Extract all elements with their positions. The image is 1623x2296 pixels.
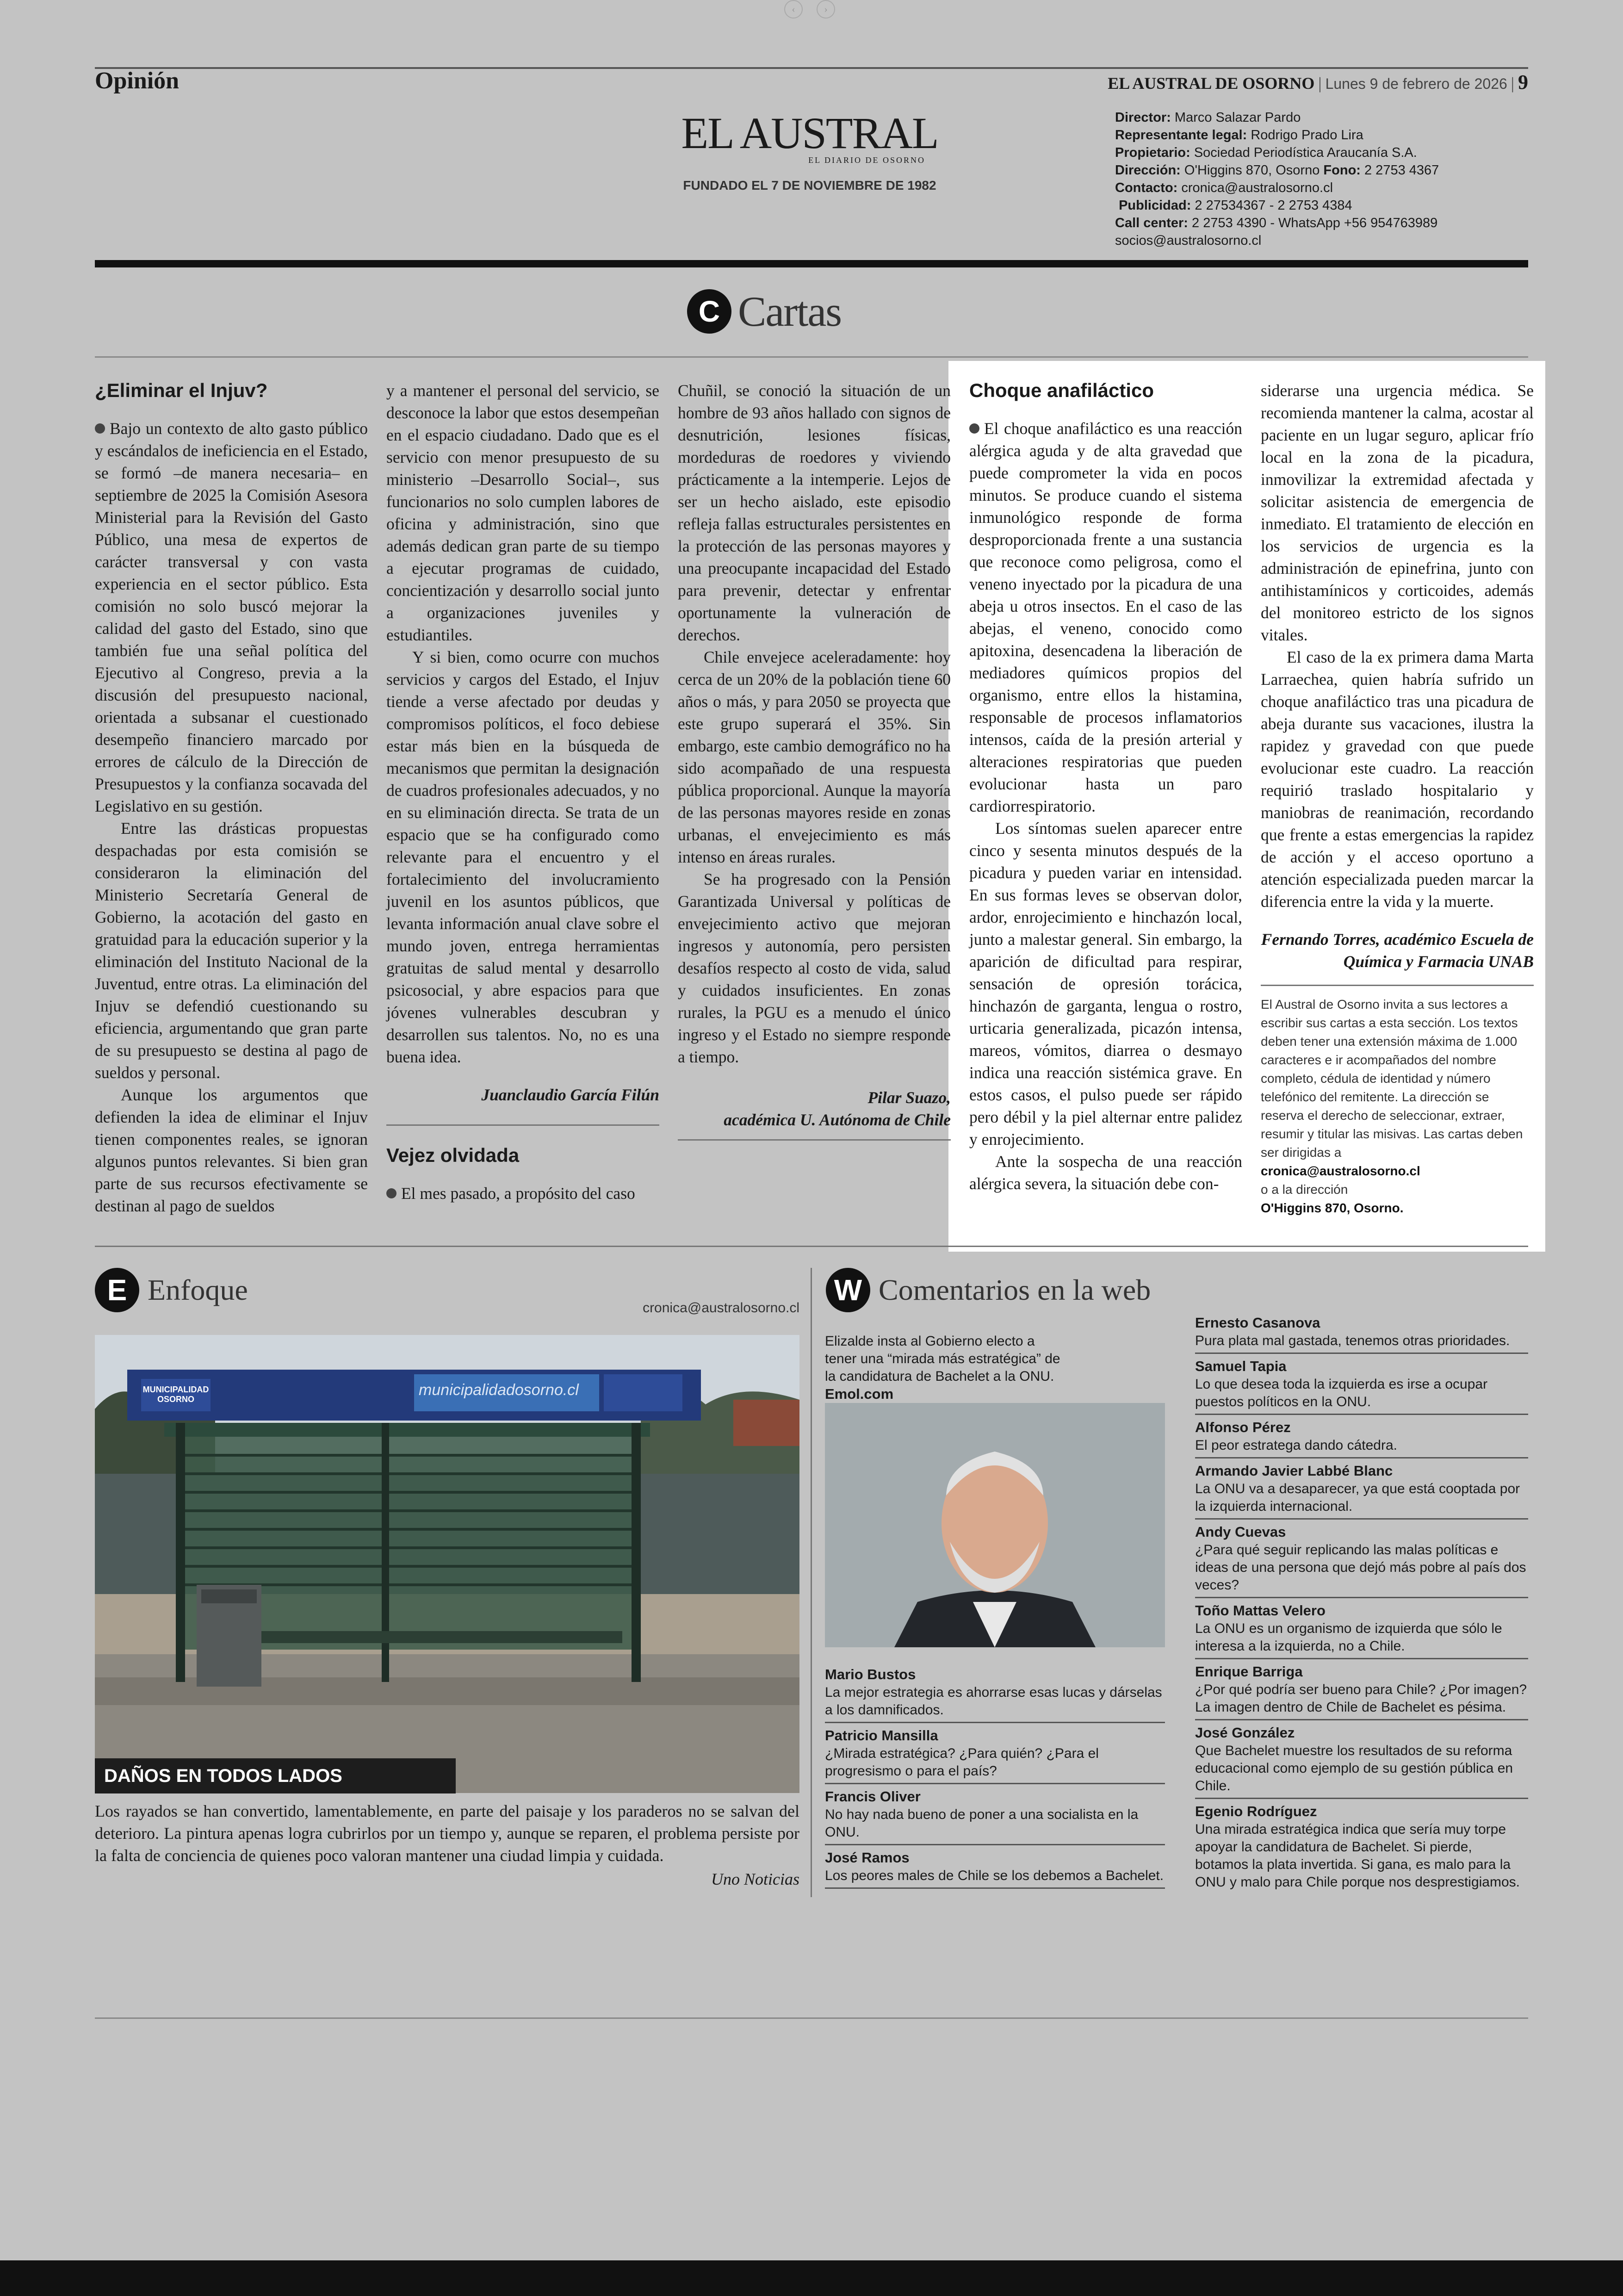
letter-paragraph: Bajo un contexto de alto gasto público y escándalos de ineficiencia en el Estado, se formó –de manera necesaria– en septiembre de 2025 la Comisión Asesora Ministerial para la Revisión del Gasto Público, una mesa de expertos de carácter transversal y con vasta experiencia en el sector público. Esta comisión no solo buscó mejorar la calidad del gasto del Estado, sino que también fue una señal política del Ejecutivo al Congreso, previa a la discusión del presupuesto nacional, orientada a subsanar el cuestionado desempeño financiero marcado por errores de cálculo de la Dirección de Presupuestos y la confianza socavada del Legislativo en su gestión. — [95, 419, 368, 815]
info-line: Contacto: cronica@australosorno.cl — [1115, 180, 1333, 195]
comment-text: Una mirada estratégica indica que sería muy torpe apoyar la candidatura de Bachelet. Si pierde, botamos la plata invertida. Si gana, es malo para la ONU y malo para Chile porque nos desprestigiamos. — [1195, 1822, 1520, 1890]
letter-title: Vejez olvidada — [386, 1144, 520, 1166]
info-line: Propietario: Sociedad Periodística Araucanía S.A. — [1115, 145, 1417, 160]
comment-author: Patricio Mansilla — [825, 1727, 938, 1744]
comment-item — [1195, 1803, 1528, 1894]
page-number: 9 — [1518, 71, 1528, 93]
portrait-photo — [825, 1403, 1165, 1647]
masthead-rule — [95, 260, 1528, 267]
comment-text: La ONU es un organismo de izquierda que sólo le interesa a la izquierda, no a Chile. — [1195, 1621, 1502, 1654]
vertical-divider — [811, 1268, 812, 1897]
comment-author: Toño Mattas Velero — [1195, 1602, 1326, 1619]
letter-paragraph: Los síntomas suelen aparecer entre cinco y sesenta minutos después de la picadura y pueden variar en intensidad. En sus formas leves se observan dolor, ardor, enrojecimiento e hinchazón local, junto a malestar general. Sin embargo, la aparición de dificultad para respirar, sensación de opresión torácica, hinchazón de garganta, lengua o rostro, urticaria generalizada, picazón intensa, mareos, vómitos, diarrea o desmayo indica una reacción sistémica grave. En estos casos, el pulso puede ser rápido pero débil y la piel alternar entre palidez y enrojecimiento. — [969, 819, 1242, 1148]
logo-sub: EL DIARIO DE OSORNO — [808, 155, 925, 165]
web-heading — [826, 1268, 1151, 1312]
letter-paragraph: Y si bien, como ocurre con muchos servicios y cargos del Estado, el Injuv tiende a verse afectado por deudas y compromisos políticos, el foco debiese estar más bien en la búsqueda de mecanismos que permitan la designación de cuadros profesionales adecuados, y no en su eliminación directa. Se trata de un espacio que se ha configurado como relevante para el encuentro y el fortalecimiento del involucramiento juvenil en los asuntos públicos, que levanta información anual clave sobre el mundo joven, entrega herramientas gratuitas de salud mental y desarrollo psicosocial, y abre espacios para que jóvenes vulnerables descubran y desarrollen sus talentos. No, no es una buena idea. — [386, 648, 659, 1066]
photo-caption: DAÑOS EN TODOS LADOS — [95, 1758, 456, 1793]
letter-paragraph: El choque anafiláctico es una reacción alérgica aguda y de alta gravedad que puede comprometer la vida en pocos minutos. Se produce cuando el sistema inmunológico responde de forma desproporcionada frente a una sustancia que reconoce como peligrosa, como el veneno inyectado por la picadura de una abeja u otros insectos. En el caso de las abejas, el veneno, conocido como apitoxina, desencadena la liberación de mediadores químicos propios del organismo, entre ellos la histamina, responsable de procesos inflamatorios intensos, caída de la presión arterial y alteraciones respiratorias que pueden evolucionar hasta un paro cardiorrespiratorio. — [969, 419, 1242, 815]
letter-anafilactico-col4 — [969, 379, 1242, 1195]
info-line: Representante legal: Rodrigo Prado Lira — [1115, 128, 1363, 143]
comment-item — [825, 1849, 1165, 1889]
cartas-badge-icon: C — [687, 289, 731, 334]
divider — [1261, 985, 1534, 986]
letter-injuv-col2 — [386, 379, 659, 1204]
divider — [386, 1124, 659, 1126]
comment-item — [1195, 1523, 1528, 1598]
comment-text: Pura plata mal gastada, tenemos otras prioridades. — [1195, 1333, 1510, 1348]
header-paper: EL AUSTRAL DE OSORNO — [1108, 74, 1315, 93]
comment-author: Mario Bustos — [825, 1666, 916, 1682]
letter-paragraph: Aunque los argumentos que defienden la idea de eliminar el Injuv tienen componentes reales, se ignoran algunos puntos relevantes. Si bien gran parte de sus recursos efectivamente se destinan al pago de sueldos — [95, 1086, 368, 1215]
section-rule — [95, 1246, 1528, 1247]
enfoque-heading — [95, 1268, 248, 1312]
divider — [678, 1139, 951, 1141]
letter-signature: Pilar Suazo, académica U. Autónoma de Chile — [724, 1088, 951, 1129]
comment-item — [1195, 1602, 1528, 1659]
viewer-footer-bar — [0, 2260, 1623, 2296]
letter-signature: Fernando Torres, académico Escuela de Química y Farmacia UNAB — [1261, 930, 1534, 971]
founded-line: FUNDADO EL 7 DE NOVIEMBRE DE 1982 — [683, 178, 936, 192]
enfoque-email[interactable]: cronica@australosorno.cl — [643, 1300, 799, 1316]
prev-page-icon[interactable]: ‹ — [784, 0, 803, 19]
comment-author: Samuel Tapia — [1195, 1358, 1287, 1374]
enfoque-title: Enfoque — [148, 1273, 248, 1306]
portrait-illustration — [825, 1403, 1165, 1647]
comment-author: Alfonso Pérez — [1195, 1419, 1291, 1435]
masthead-logo — [675, 108, 944, 193]
letter-paragraph: El caso de la ex primera dama Marta Larraechea, quien habría sufrido un choque anafiláctico tras una picadura de abeja durante sus vacaciones, ilustra la rapidez y gravedad con que puede evolucionar este cuadro. La reacción requirió traslado hospitalario y maniobras de reanimación, recordando que frente a estas emergencias la rapidez de acción y el acceso oportuno a atención especializada pueden marcar la diferencia entre la vida y la muerte. — [1261, 648, 1534, 911]
web-right-comments — [1195, 1314, 1528, 1898]
letters-email[interactable]: cronica@australosorno.cl — [1261, 1164, 1420, 1178]
web-left-comments — [825, 1666, 1165, 1893]
info-line: Dirección: O'Higgins 870, Osorno Fono: 2 2753 4367 — [1115, 163, 1439, 178]
enfoque-source: Uno Noticias — [711, 1870, 799, 1888]
comment-text: Lo que desea toda la izquierda es irse a ocupar puestos políticos en la ONU. — [1195, 1377, 1488, 1409]
comment-author: Enrique Barriga — [1195, 1663, 1303, 1680]
bullet-icon — [969, 423, 979, 434]
comment-author: Egenio Rodríguez — [1195, 1803, 1317, 1819]
letter-paragraph: Chile envejece aceleradamente: hoy cerca de un 20% de la población tiene 60 años o más, y para 2050 se proyecta que este grupo superará el 35%. Sin embargo, este cambio demográfico no ha sido acompañado de una respuesta pública proporcional. Aunque la mayoría de las personas mayores reside en zonas urbanas, el envejecimiento es más intenso en áreas rurales. — [678, 648, 951, 866]
photo-sign-text: municipalidadosorno.cl — [419, 1381, 579, 1399]
cartas-title: Cartas — [738, 288, 842, 335]
letters-note: El Austral de Osorno invita a sus lectores a escribir sus cartas a esta sección. Los textos deben tener una extensión máxima de 1.000 caracteres e ir acompañados del nombre completo, cédula de identidad y número telefónico del remitente. La dirección se reserva el derecho de seleccionar, extraer, resumir y titular las misivas. Las cartas deben ser dirigidas a cronica@australosorno.cl o a la dirección O'Higgins 870, Osorno. — [1261, 995, 1534, 1217]
bullet-icon — [95, 423, 105, 434]
comment-item — [825, 1788, 1165, 1845]
comment-author: José González — [1195, 1725, 1295, 1741]
info-line: socios@australosorno.cl — [1115, 233, 1262, 248]
comment-text: ¿Mirada estratégica? ¿Para quién? ¿Para el progresismo o para el país? — [825, 1746, 1099, 1779]
header-date: Lunes 9 de febrero de 2026 — [1325, 75, 1507, 92]
info-line: Call center: 2 2753 4390 - WhatsApp +56 954763989 — [1115, 216, 1438, 230]
comment-text: La mejor estrategia es ahorrarse esas lucas y dárselas a los damnificados. — [825, 1685, 1162, 1718]
letter-paragraph: Chuñil, se conoció la situación de un hombre de 93 años hallado con signos de desnutrición, lesiones físicas, mordeduras de roedores y viviendo prácticamente a la intemperie. Lejos de ser un hecho aislado, este episodio refleja fallas estructurales persistentes en la protección de las personas mayores y una preocupante incapacidad del Estado para prevenir, detectar y enfrentar oportunamente la vulneración de derechos. — [678, 381, 951, 644]
comment-item — [1195, 1358, 1528, 1415]
comment-text: No hay nada bueno de poner a una socialista en la ONU. — [825, 1807, 1139, 1840]
comment-text: La ONU va a desaparecer, ya que está cooptada por la izquierda internacional. — [1195, 1481, 1520, 1514]
comment-text: ¿Por qué podría ser bueno para Chile? ¿Por imagen? La imagen dentro de Chile de Bachelet es pésima. — [1195, 1682, 1527, 1715]
page-header-meta: EL AUSTRAL DE OSORNO | Lunes 9 de febrero de 2026 | 9 — [1108, 71, 1528, 93]
letter-signature: Juanclaudio García Filún — [481, 1086, 659, 1104]
bottom-rule — [95, 2017, 1528, 2019]
letter-vejez-col3 — [678, 379, 951, 1141]
comment-item — [1195, 1663, 1528, 1720]
comment-text: ¿Para qué seguir replicando las malas políticas e ideas de una persona que dejó más pobre al país dos veces? — [1195, 1542, 1526, 1593]
web-title: Comentarios en la web — [879, 1273, 1151, 1306]
masthead-info — [1115, 109, 1578, 249]
letter-title: Choque anafiláctico — [969, 379, 1154, 401]
comment-item — [1195, 1314, 1528, 1354]
letters-address: O'Higgins 870, Osorno. — [1261, 1201, 1404, 1215]
enfoque-badge-icon: E — [95, 1268, 139, 1312]
bullet-icon — [386, 1188, 396, 1198]
letter-paragraph: y a mantener el personal del servicio, se desconoce la labor que estos desempeñan en el espacio ciudadano. Dado que es el servicio con menor presupuesto de su ministerio –Desarrollo Social–, sus funcionarios no solo cumplen labores de oficina y administración, sino que además dedican gran parte de su tiempo a ejecutar programas de cuidado, concientización y desarrollo social junto a organizaciones juveniles y estudiantiles. — [386, 381, 659, 644]
enfoque-text: Los rayados se han convertido, lamentablemente, en parte del paisaje y los paraderos no se salvan del deterioro. La pintura apenas logra cubrirlos por un tiempo y, aunque se reparen, el problema persiste por la falta de conciencia de quienes poco valoran mantener una ciudad limpia y cuidada. — [95, 1802, 799, 1865]
comment-author: Ernesto Casanova — [1195, 1315, 1320, 1331]
page-nav[interactable] — [777, 0, 842, 19]
info-line: Director: Marco Salazar Pardo — [1115, 110, 1301, 125]
comment-author: Andy Cuevas — [1195, 1524, 1286, 1540]
letter-paragraph: El mes pasado, a propósito del caso — [386, 1182, 659, 1204]
comment-author: Francis Oliver — [825, 1788, 921, 1805]
comment-item — [825, 1727, 1165, 1784]
web-intro: Elizalde insta al Gobierno electo a tener una “mirada más estratégica” de la candidatura de Bachelet a la ONU. Emol.com — [825, 1334, 1060, 1402]
comment-author: Armando Javier Labbé Blanc — [1195, 1463, 1393, 1479]
web-intro-source[interactable]: Emol.com — [825, 1386, 894, 1402]
comment-author: José Ramos — [825, 1849, 910, 1866]
web-badge-icon: W — [826, 1268, 870, 1312]
comment-text: Que Bachelet muestre los resultados de su reforma educacional como ejemplo de su gestión pública en Chile. — [1195, 1743, 1513, 1793]
letter-title: ¿Eliminar el Injuv? — [95, 379, 268, 401]
letter-anafilactico-col5 — [1261, 379, 1534, 1217]
photo-logo-text: MUNICIPALIDAD OSORNO — [142, 1385, 209, 1404]
letter-paragraph: Se ha progresado con la Pensión Garantizada Universal y políticas de envejecimiento activo que mejoran ingresos y autonomía, pero persisten desafíos respecto al costo de vida, salud y cuidados insuficientes. En zonas rurales, la PGU es a menudo el único ingreso y el Estado no siempre responde a tiempo. — [678, 870, 951, 1066]
letter-paragraph: Ante la sospecha de una reacción alérgica severa, la situación debe con- — [969, 1152, 1242, 1193]
enfoque-photo — [95, 1335, 799, 1793]
logo-main: EL AUSTRAL — [681, 108, 938, 158]
comment-text: Los peores males de Chile se los debemos a Bachelet. — [825, 1868, 1164, 1883]
header-rule — [95, 67, 1528, 69]
section-label: Opinión — [95, 68, 180, 94]
cartas-rule — [95, 356, 1528, 358]
letter-injuv-col1 — [95, 379, 368, 1217]
comment-item — [825, 1666, 1165, 1723]
comment-item — [1195, 1419, 1528, 1458]
next-page-icon[interactable]: › — [817, 0, 835, 19]
letters-note-or: o a la dirección — [1261, 1182, 1348, 1197]
letter-paragraph: Entre las drásticas propuestas despachadas por esta comisión se consideraron la eliminación del Ministerio Secretaría General de Gobierno, la acotación del gasto en gratuidad para la educación superior y la eliminación del Instituto Nacional de la Juventud, entre otras. La eliminación del Injuv se defendió cuestionando su eficiencia, argumentando que gran parte de su presupuesto se destina al pago de sueldos y personal. — [95, 819, 368, 1082]
comment-item — [1195, 1462, 1528, 1520]
info-line: Publicidad: 2 27534367 - 2 2753 4384 — [1119, 198, 1352, 213]
comment-item — [1195, 1724, 1528, 1799]
comment-text: El peor estratega dando cátedra. — [1195, 1438, 1397, 1453]
letter-paragraph: siderarse una urgencia médica. Se recomienda mantener la calma, acostar al paciente en un lugar seguro, aplicar frío local en la zona de la picadura, inmovilizar la extremidad afectada y solicitar asistencia de emergencia de inmediato. El tratamiento de elección en los servicios de urgencia es la administración de epinefrina, junto con antihistamínicos y corticoides, además del monitoreo estricto de los signos vitales. — [1261, 381, 1534, 644]
cartas-heading — [687, 287, 841, 336]
